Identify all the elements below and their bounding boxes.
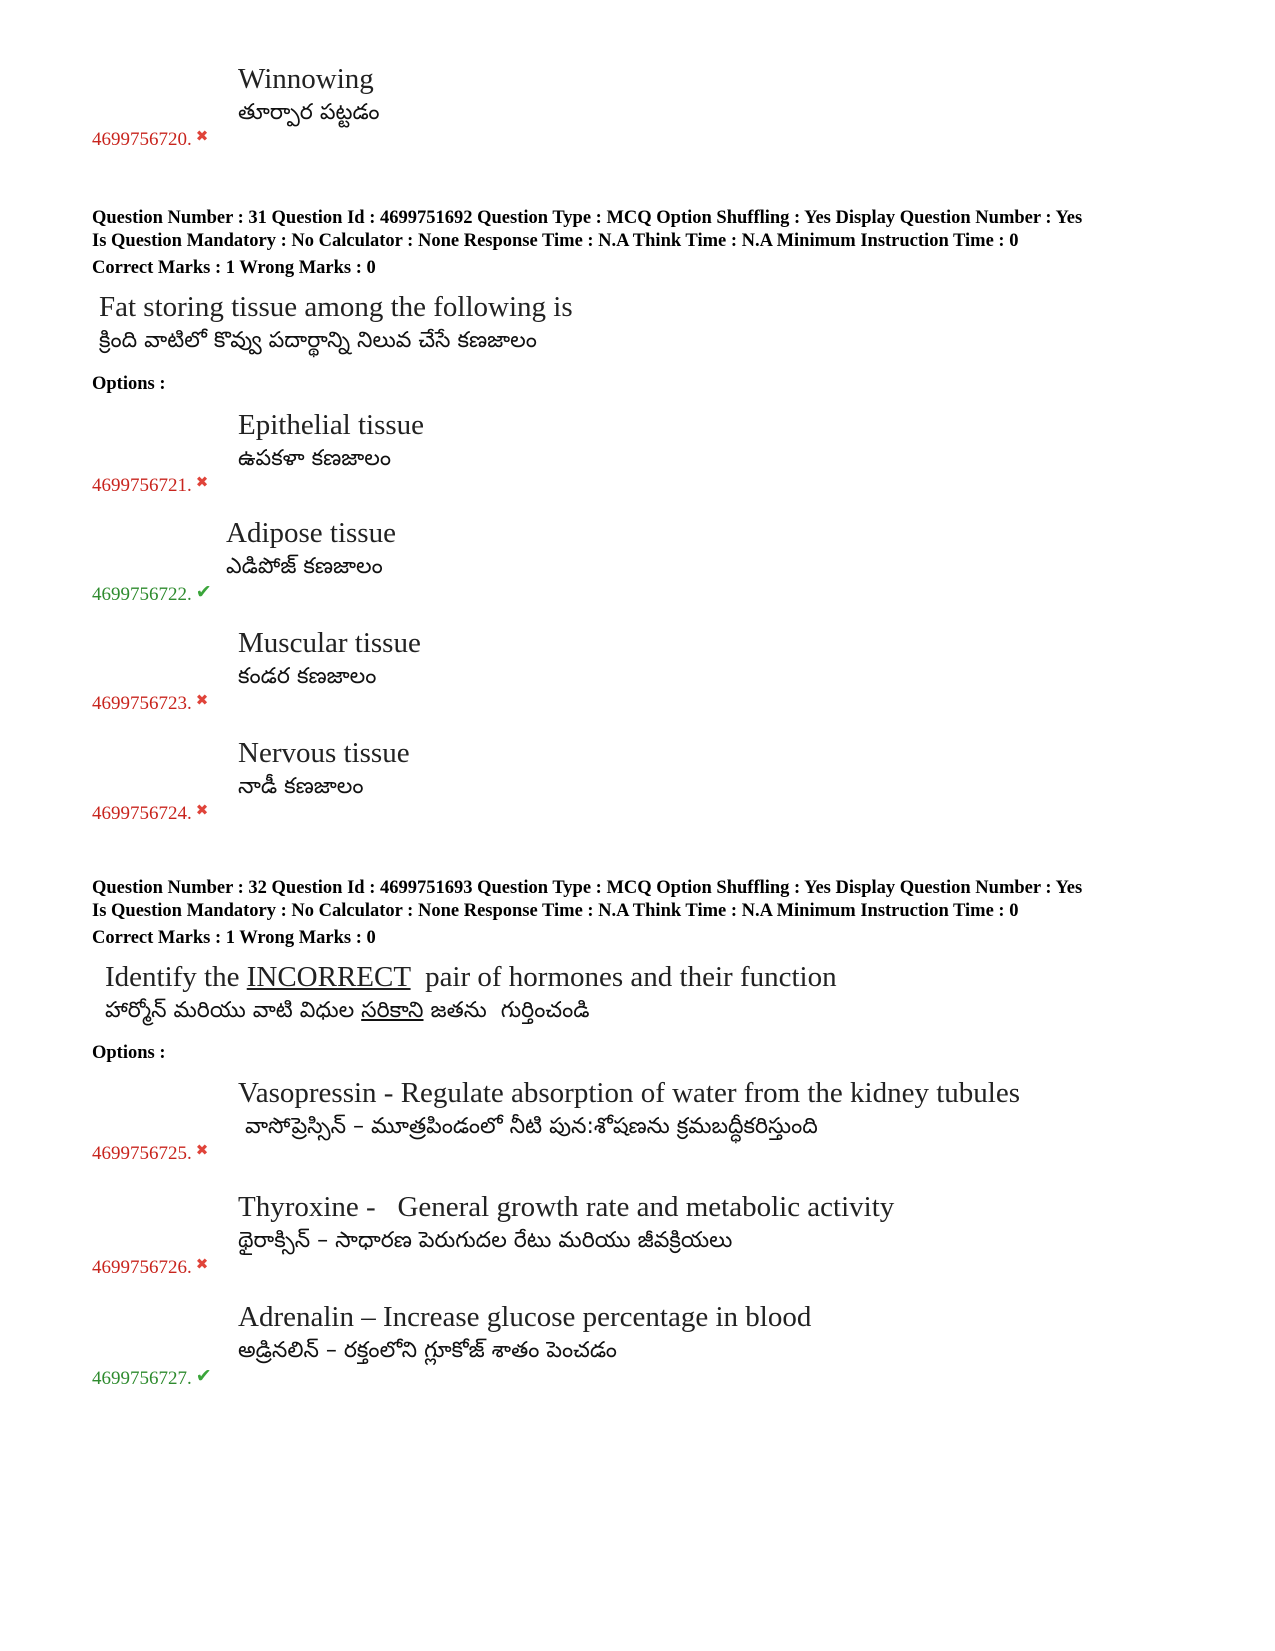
question-text-english (105, 960, 837, 994)
question-text (105, 960, 837, 1028)
option-row (92, 736, 1192, 826)
wrong-mark-icon: ✖ (195, 129, 209, 145)
option-text-english: Adipose tissue (226, 517, 396, 549)
option-text (226, 516, 396, 584)
option-text-telugu: వాసోప్రెస్సిన్ – మూత్రపిండంలో నీటి పున:శోషణను క్రమబద్ధీకరిస్తుంది (238, 1114, 818, 1139)
question-marks: Correct Marks : 1 Wrong Marks : 0 (92, 258, 376, 278)
option-id (92, 1368, 212, 1390)
wrong-mark-icon: ✖ (195, 1143, 209, 1159)
option-id-text: 4699756725. (92, 1143, 192, 1164)
option-text-telugu: కండర కణజాలం (238, 664, 377, 689)
option-id-text: 4699756726. (92, 1257, 192, 1278)
option-row (92, 1190, 1192, 1280)
wrong-mark-icon: ✖ (195, 1257, 209, 1273)
question-meta-line-1: Question Number : 32 Question Id : 4699751693 Question Type : MCQ Option Shuffling : Yes Display Question Number : Yes (92, 878, 1083, 898)
option-text (238, 408, 424, 476)
options-label: Options : (92, 374, 166, 394)
option-text-telugu: ఉపకళా కణజాలం (238, 446, 392, 471)
option-text (238, 1300, 811, 1368)
option-text (238, 62, 380, 130)
option-id (92, 475, 208, 498)
question-marks: Correct Marks : 1 Wrong Marks : 0 (92, 928, 376, 948)
question-text-part: pair of hormones and their function (410, 961, 837, 993)
option-text-english: Muscular tissue (238, 627, 421, 659)
option-id-text: 4699756727. (92, 1368, 192, 1389)
question-text-part: Identify the (105, 961, 247, 993)
check-mark-icon: ✔ (195, 1366, 212, 1387)
option-text-telugu: అడ్రినలిన్ – రక్తంలోని గ్లూకోజ్ శాతం పెంచడం (238, 1338, 617, 1363)
option-row (92, 62, 1192, 152)
question-text (99, 290, 573, 358)
question-text-telugu (105, 994, 837, 1028)
question-text-emphasis: INCORRECT (246, 961, 411, 993)
option-text (238, 1076, 1020, 1144)
option-text-english: Thyroxine - General growth rate and metabolic activity (238, 1191, 895, 1223)
option-id-text: 4699756723. (92, 693, 192, 714)
option-id (92, 803, 208, 826)
question-meta-line-2: Is Question Mandatory : No Calculator : None Response Time : N.A Think Time : N.A Minimum Instruction Time : 0 (92, 901, 1019, 921)
option-row (92, 516, 1192, 606)
check-mark-icon: ✔ (195, 582, 212, 603)
option-row (92, 1300, 1192, 1390)
option-id (92, 1143, 208, 1166)
option-text-telugu: థైరాక్సిన్ – సాధారణ పెరుగుదల రేటు మరియు జీవక్రియలు (238, 1228, 733, 1253)
option-text-english: Adrenalin – Increase glucose percentage in blood (238, 1301, 812, 1333)
question-text-telugu: క్రింది వాటిలో కొవ్వు పదార్థాన్ని నిలువ చేసే కణజాలం (99, 328, 537, 353)
option-text-telugu: ఎడిపోజ్ కణజాలం (226, 554, 383, 579)
option-text (238, 736, 410, 804)
option-text-english: Vasopressin - Regulate absorption of water from the kidney tubules (238, 1077, 1021, 1109)
option-id-text: 4699756722. (92, 584, 192, 605)
option-text (238, 626, 421, 694)
option-row (92, 626, 1192, 716)
question-meta (92, 877, 1212, 950)
option-text-english: Winnowing (238, 63, 374, 95)
option-row (92, 1076, 1192, 1166)
option-id-text: 4699756720. (92, 129, 192, 150)
option-id-text: 4699756721. (92, 475, 192, 496)
question-text-part: హార్మోన్ మరియు వాటి విధుల (105, 998, 362, 1023)
option-id (92, 693, 208, 716)
option-id (92, 1257, 208, 1280)
option-id (92, 129, 208, 152)
option-row (92, 408, 1192, 498)
wrong-mark-icon: ✖ (195, 803, 209, 819)
question-meta-line-2: Is Question Mandatory : No Calculator : None Response Time : N.A Think Time : N.A Minimum Instruction Time : 0 (92, 231, 1019, 251)
option-id (92, 584, 212, 606)
question-meta (92, 207, 1212, 280)
wrong-mark-icon: ✖ (195, 693, 209, 709)
option-text-english: Epithelial tissue (238, 409, 425, 441)
option-text-english: Nervous tissue (238, 737, 410, 769)
question-text-english: Fat storing tissue among the following is (99, 291, 573, 323)
option-id-text: 4699756724. (92, 803, 192, 824)
question-text-part: జతను గుర్తించండి (423, 998, 590, 1023)
option-text (238, 1190, 894, 1258)
wrong-mark-icon: ✖ (195, 475, 209, 491)
option-text-telugu: తూర్పార పట్టడం (238, 100, 380, 125)
option-text-telugu: నాడీ కణజాలం (238, 774, 364, 799)
options-label: Options : (92, 1043, 166, 1063)
question-text-emphasis: సరికాని (361, 998, 424, 1023)
question-meta-line-1: Question Number : 31 Question Id : 4699751692 Question Type : MCQ Option Shuffling : Yes Display Question Number : Yes (92, 208, 1083, 228)
